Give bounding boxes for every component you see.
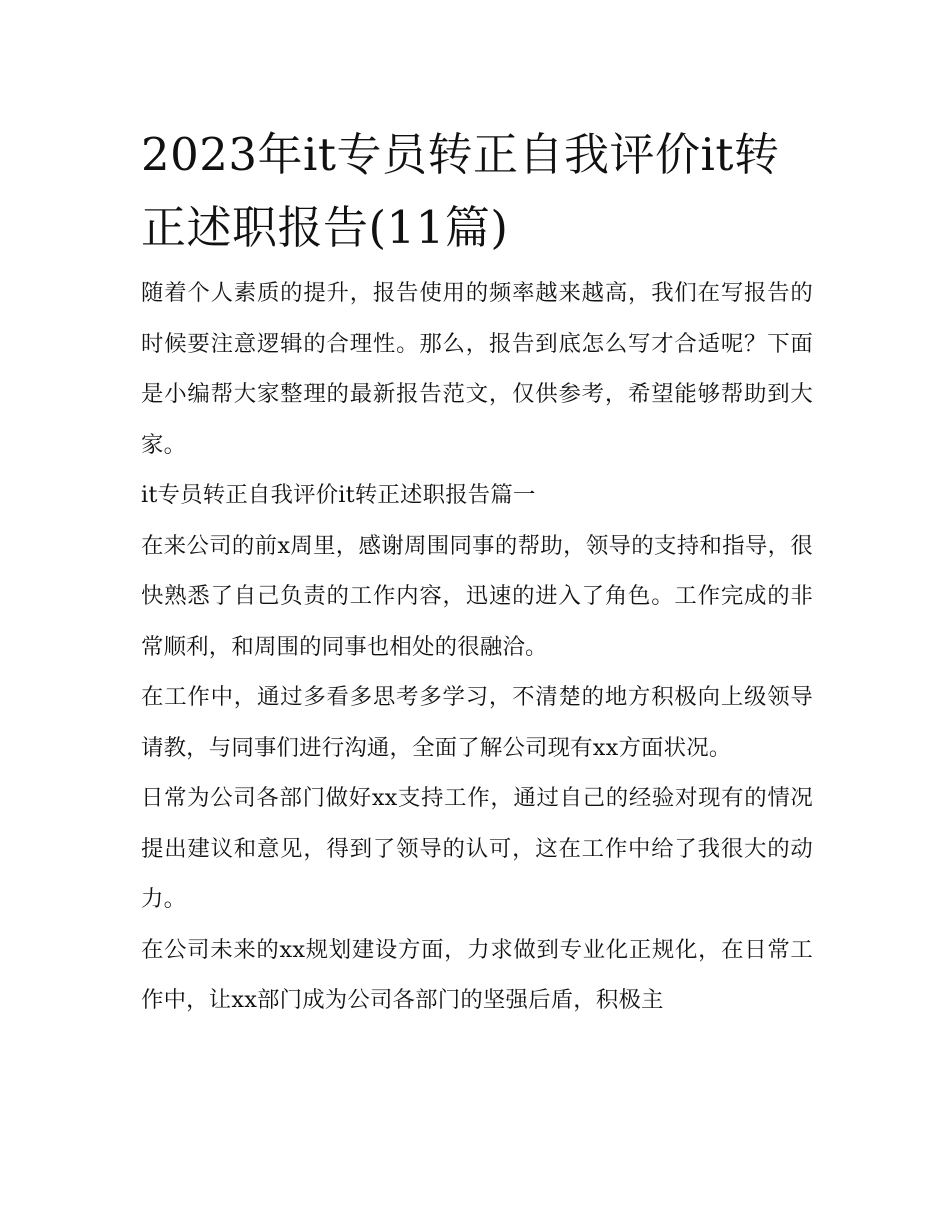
body-paragraph: 在公司未来的xx规划建设方面，力求做到专业化正规化，在日常工作中，让xx部门成为公司各部门的坚强后盾，积极主	[141, 936, 813, 1013]
document-page	[141, 118, 813, 1026]
section-heading: it专员转正自我评价it转正述职报告篇一	[141, 482, 536, 508]
document-title: 2023年it专员转正自我评价it转正述职报告(11篇)	[141, 128, 780, 254]
intro-paragraph: 随着个人素质的提升，报告使用的频率越来越高，我们在写报告的时候要注意逻辑的合理性。那么，报告到底怎么写才合适呢？下面是小编帮大家整理的最新报告范文，仅供参考，希望能够帮助到大家。	[141, 280, 813, 458]
body-paragraph: 在来公司的前x周里，感谢周围同事的帮助，领导的支持和指导，很快熟悉了自己负责的工作内容，迅速的进入了角色。工作完成的非常顺利，和周围的同事也相处的很融洽。	[141, 532, 813, 660]
body-paragraph: 日常为公司各部门做好xx支持工作，通过自己的经验对现有的情况提出建议和意见，得到了领导的认可，这在工作中给了我很大的动力。	[141, 785, 813, 912]
body-paragraph: 在工作中，通过多看多思考多学习，不清楚的地方积极向上级领导请教，与同事们进行沟通，全面了解公司现有xx方面状况。	[141, 684, 813, 761]
